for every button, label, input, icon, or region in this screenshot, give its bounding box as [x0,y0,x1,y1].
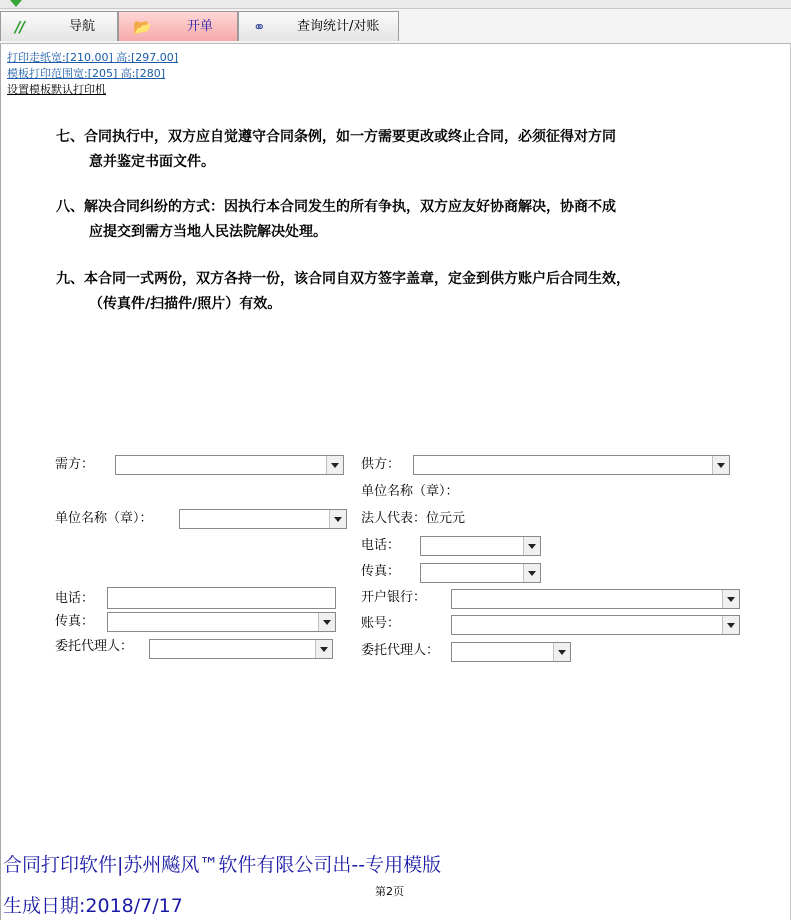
print-range-link[interactable]: 模板打印范围宽:[205] 高:[280] [7,67,166,80]
chevron-down-icon[interactable] [712,456,729,474]
buyer-agent-select[interactable] [149,639,333,659]
chevron-down-icon[interactable] [523,564,540,582]
seller-phone-select[interactable] [420,536,541,556]
chevron-down-icon[interactable] [315,640,332,658]
seller-bank-select[interactable] [451,589,740,609]
clause-line: 八、解决合同纠纷的方式：因执行本合同发生的所有争执，双方应友好协商解决，协商不成 [56,199,616,215]
buyer-select[interactable] [115,455,344,475]
clause-eight [56,195,746,245]
buyer-phone-label: 电话： [55,591,95,606]
chevron-down-icon[interactable] [326,456,343,474]
clause-nine [56,267,746,317]
tab-open-order[interactable] [118,11,238,41]
buyer-agent-label: 委托代理人： [55,639,134,654]
seller-account-label: 账号： [361,616,401,631]
seller-unit-label: 单位名称（章）： [361,484,459,499]
seller-account-select[interactable] [451,615,740,635]
chevron-down-icon[interactable] [329,510,346,528]
default-printer-link[interactable]: 设置模板默认打印机 [7,83,106,96]
expand-arrow-icon[interactable] [10,0,22,7]
seller-label: 供方： [361,457,401,472]
tab-label: 导航 [69,19,96,34]
tab-label: 查询统计/对账 [297,19,380,34]
chevron-down-icon[interactable] [553,643,570,661]
seller-legal-rep: 法人代表：位元元 [361,511,466,526]
chevron-down-icon[interactable] [722,616,739,634]
chevron-down-icon[interactable] [523,537,540,555]
seller-agent-label: 委托代理人： [361,643,440,658]
seller-phone-label: 电话： [361,538,401,553]
seller-select[interactable] [413,455,730,475]
tab-bar [0,9,791,44]
buyer-unit-select[interactable] [179,509,347,529]
top-strip [0,0,791,9]
tab-navigation[interactable] [0,11,118,41]
footer-date: 生成日期:2018/7/17 [3,895,183,917]
paper-size-link[interactable]: 打印走纸宽:[210.00] 高:[297.00] [7,51,179,64]
clause-line: 应提交到需方当地人民法院解决处理。 [89,224,327,240]
binoculars-icon: ⚭ [253,18,266,36]
print-settings-links [7,50,178,98]
tab-label: 开单 [187,19,214,34]
chevron-down-icon[interactable] [318,613,335,631]
clause-line: （传真件/扫描件/照片）有效。 [89,296,282,312]
footer-company: 合同打印软件|苏州飚风™软件有限公司出--专用模版 [3,854,442,876]
seller-fax-select[interactable] [420,563,541,583]
buyer-phone-input[interactable] [107,587,336,609]
chevron-down-icon[interactable] [722,590,739,608]
seller-agent-select[interactable] [451,642,571,662]
folder-open-icon: 📂 [133,18,152,36]
page-number: 第2页 [375,885,404,898]
seller-fax-label: 传真： [361,564,401,579]
buyer-fax-label: 传真： [55,614,95,629]
buyer-label: 需方： [55,457,95,472]
buyer-unit-label: 单位名称（章）： [55,511,153,526]
content-left-border [0,44,1,920]
clause-line: 意并鉴定书面文件。 [89,154,215,170]
seller-bank-label: 开户银行： [361,590,427,605]
buyer-fax-select[interactable] [107,612,336,632]
clause-seven [56,125,746,175]
clause-line: 七、合同执行中，双方应自觉遵守合同条例，如一方需要更改或终止合同，必须征得对方同 [56,129,616,145]
slashes-icon: // [15,18,24,36]
clause-line: 九、本合同一式两份，双方各持一份，该合同自双方签字盖章，定金到供方账户后合同生效， [56,271,630,287]
tab-query-stats[interactable] [238,11,399,41]
